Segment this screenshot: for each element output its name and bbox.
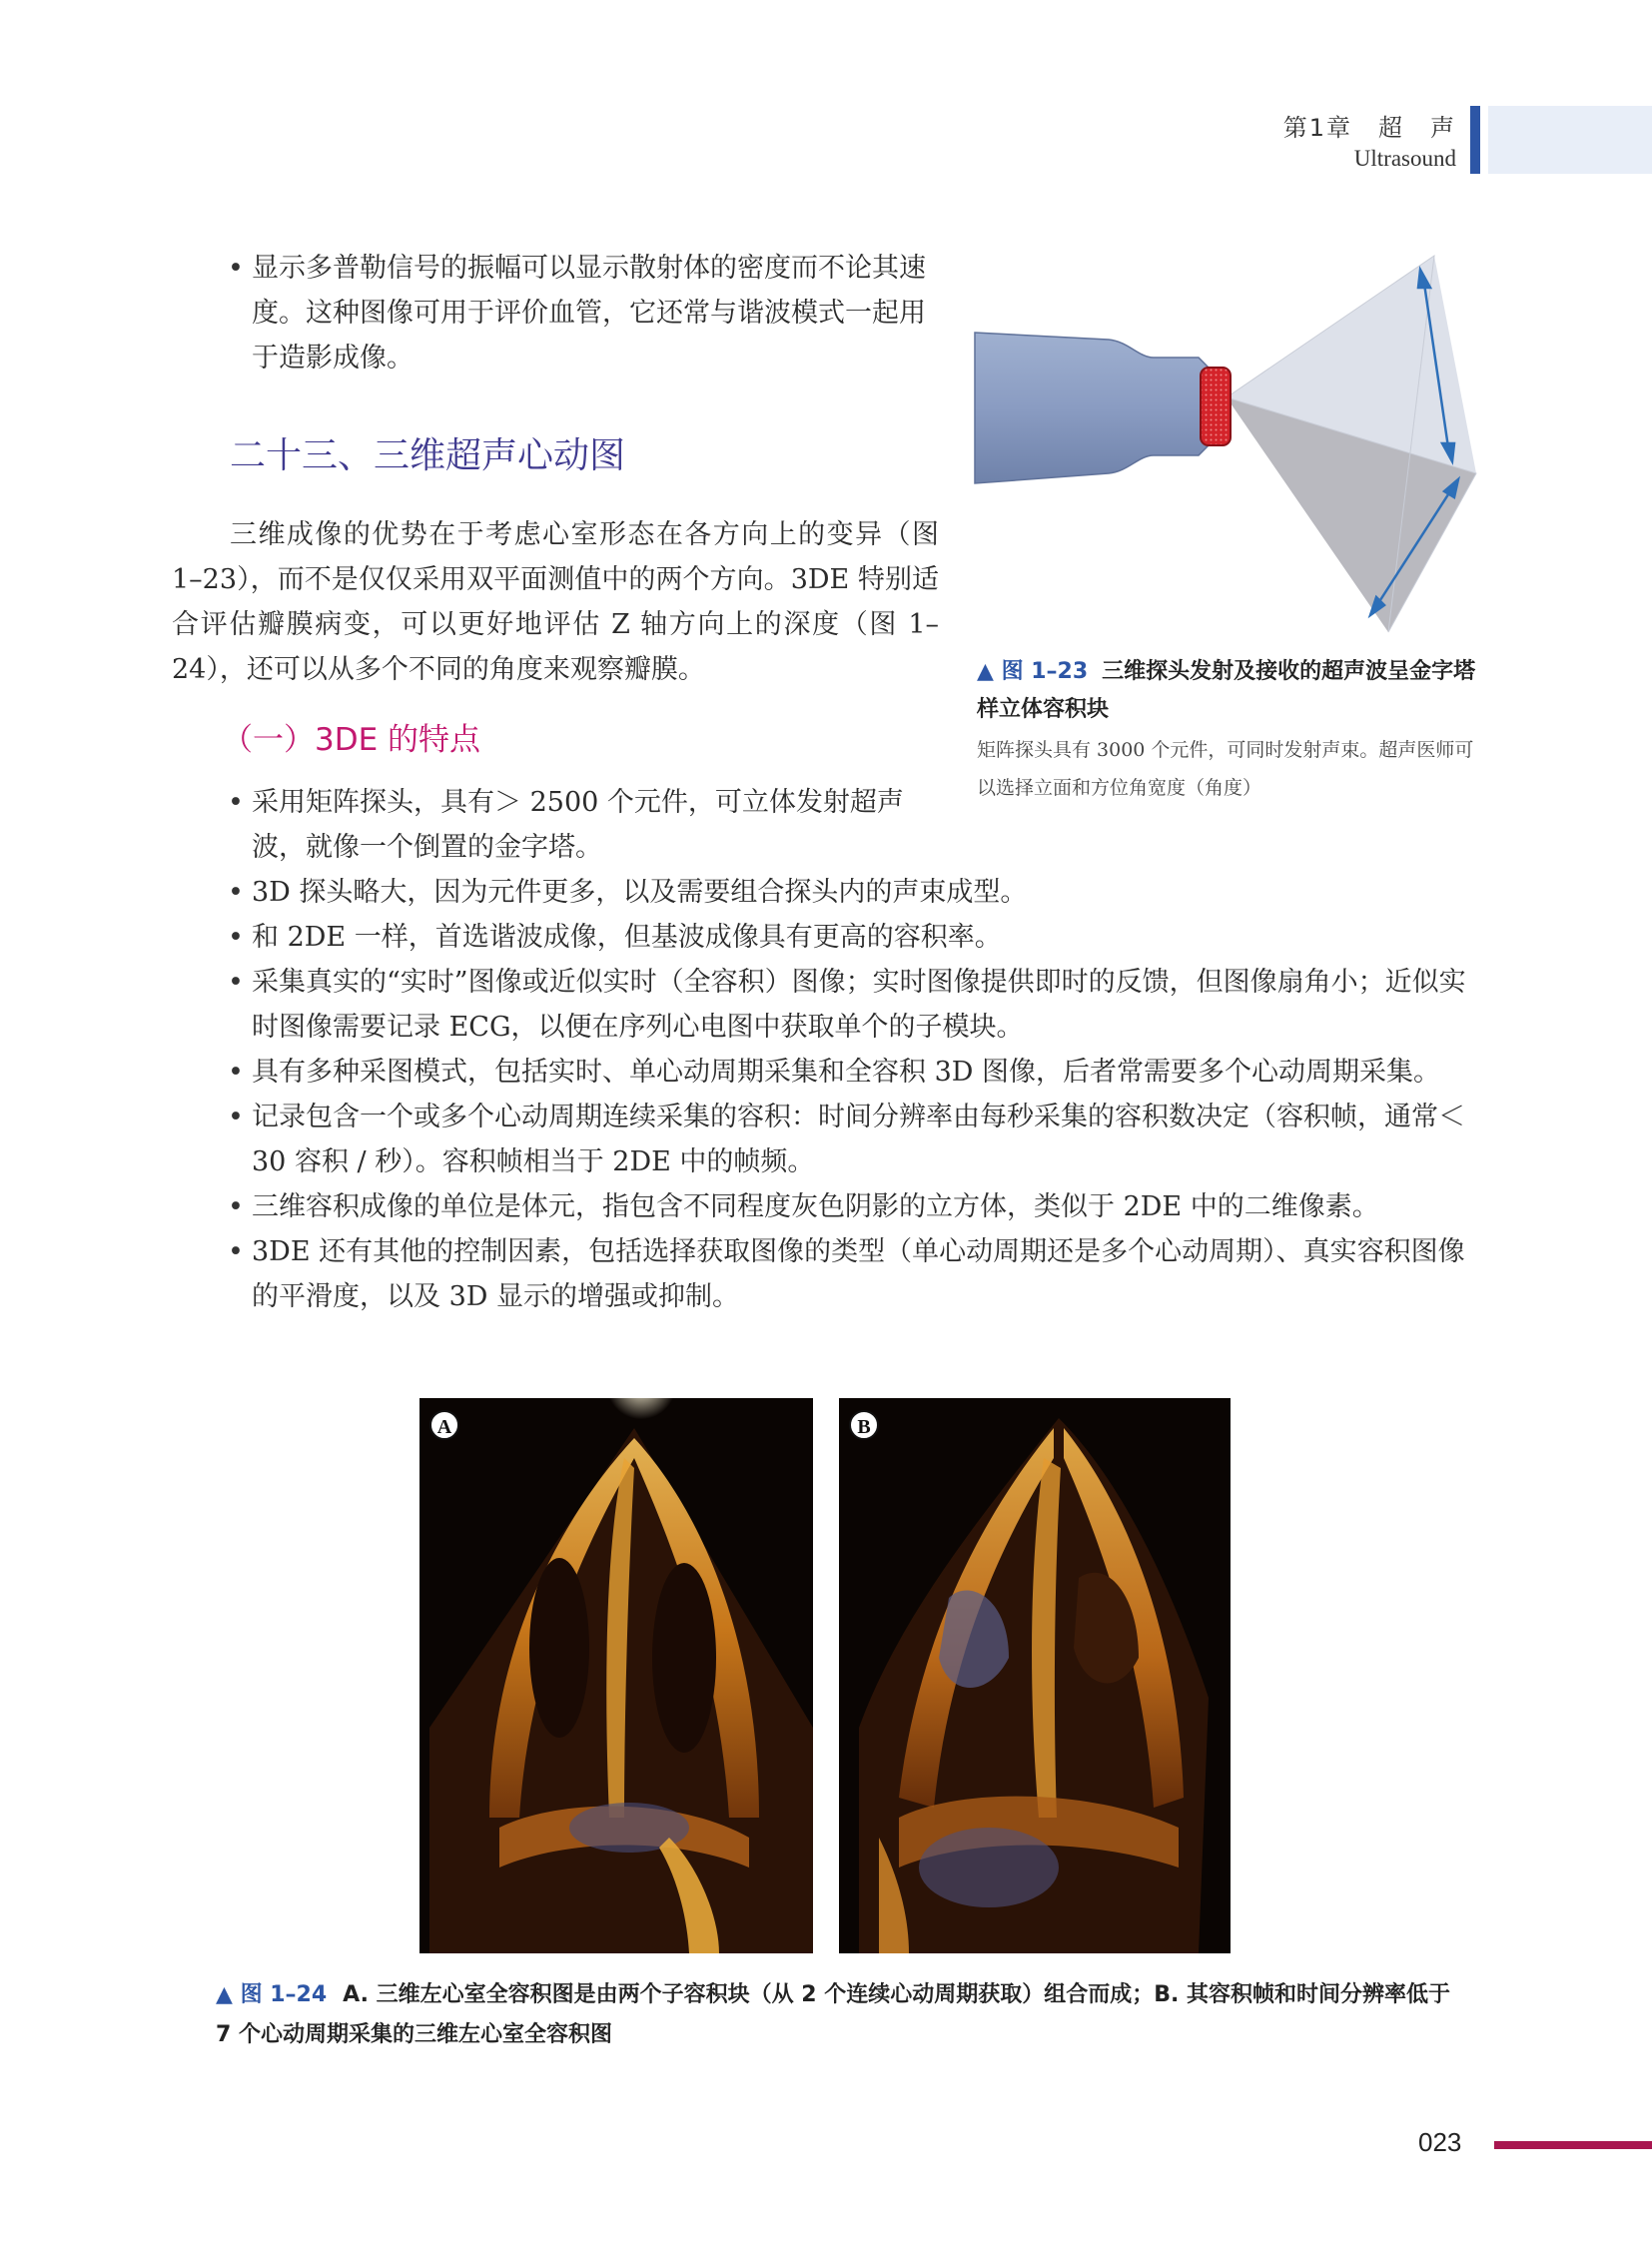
header-accent-bar: [1470, 106, 1480, 174]
probe-matrix-face: [1201, 368, 1231, 445]
list-item: • 3D 探头略大，因为元件更多，以及需要组合探头内的声束成型。: [228, 870, 1472, 915]
figure-1-23-body: 矩阵探头具有 3000 个元件，可同时发射声束。超声医师可以选择立面和方位角宽度（角度）: [977, 739, 1474, 799]
echo-image-a: [419, 1398, 813, 1953]
figure-1-23-title: [977, 653, 1476, 729]
chapter-subtitle: Ultrasound: [1353, 146, 1456, 171]
page-number: 023: [1418, 2127, 1462, 2157]
list-item: • 采用矩阵探头，具有＞ 2500 个元件，可立体发射超声波，就像一个倒置的金字塔。: [228, 780, 941, 870]
feature-bullet-list: [228, 780, 1472, 1319]
panel-b-label: B: [849, 1410, 879, 1440]
list-item: • 和 2DE 一样，首选谐波成像，但基波成像具有更高的容积率。: [228, 915, 1472, 960]
list-item: • 显示多普勒信号的振幅可以显示散射体的密度而不论其速度。这种图像可用于评价血管，它还常与谐波模式一起用于造影成像。: [228, 246, 939, 380]
probe-pyramid-figure: [969, 248, 1488, 637]
echo-image-panel-a: [419, 1398, 813, 1953]
echo-image-b: [839, 1398, 1231, 1953]
chapter-heading: 第1章 超 声: [1282, 114, 1456, 142]
list-item: • 具有多种采图模式，包括实时、单心动周期采集和全容积 3D 图像，后者常需要多个心动周期采集。: [228, 1050, 1472, 1095]
header-accent-block: [1488, 106, 1652, 174]
list-item: • 三维容积成像的单位是体元，指包含不同程度灰色阴影的立方体，类似于 2DE 中的二维像素。: [228, 1184, 1472, 1229]
footer-accent-bar: [1494, 2141, 1652, 2149]
section-title: 二十三、三维超声心动图: [230, 435, 626, 476]
figure-1-23-title-text: 三维探头发射及接收的超声波呈金字塔样立体容积块: [977, 659, 1476, 722]
figure-1-23-tag: ▲ 图 1–23: [977, 659, 1089, 684]
panel-a-label: A: [429, 1410, 459, 1440]
figure-1-24-caption: [216, 1975, 1464, 2055]
subsection-title: （一）3DE 的特点: [222, 722, 481, 758]
figure-1-24-tag: ▲ 图 1–24: [216, 1982, 328, 2007]
list-item: • 记录包含一个或多个心动周期连续采集的容积：时间分辨率由每秒采集的容积数决定（容积帧，通常＜ 30 容积 / 秒）。容积帧相当于 2DE 中的帧频。: [228, 1095, 1472, 1184]
figure-1-24-caption-text: A. 三维左心室全容积图是由两个子容积块（从 2 个连续心动周期获取）组合而成；B. 其容积帧和时间分辨率低于 7 个心动周期采集的三维左心室全容积图: [216, 1982, 1451, 2047]
list-item: • 采集真实的“实时”图像或近似实时（全容积）图像；实时图像提供即时的反馈，但图像扇角小；近似实时图像需要记录 ECG，以便在序列心电图中获取单个的子模块。: [228, 960, 1472, 1050]
echo-image-panel-b: [839, 1398, 1231, 1953]
section-paragraph: 三维成像的优势在于考虑心室形态在各方向上的变异（图 1–23），而不是仅仅采用双平面测值中的两个方向。3DE 特别适合评估瓣膜病变，可以更好地评估 Z 轴方向上的深度（图 1–24），还可以从多个不同的角度来观察瓣膜。: [172, 519, 939, 685]
probe-body: [975, 333, 1209, 483]
top-bullet-list: [228, 246, 939, 380]
list-item: • 3DE 还有其他的控制因素，包括选择获取图像的类型（单心动周期还是多个心动周期）、真实容积图像的平滑度，以及 3D 显示的增强或抑制。: [228, 1229, 1472, 1319]
